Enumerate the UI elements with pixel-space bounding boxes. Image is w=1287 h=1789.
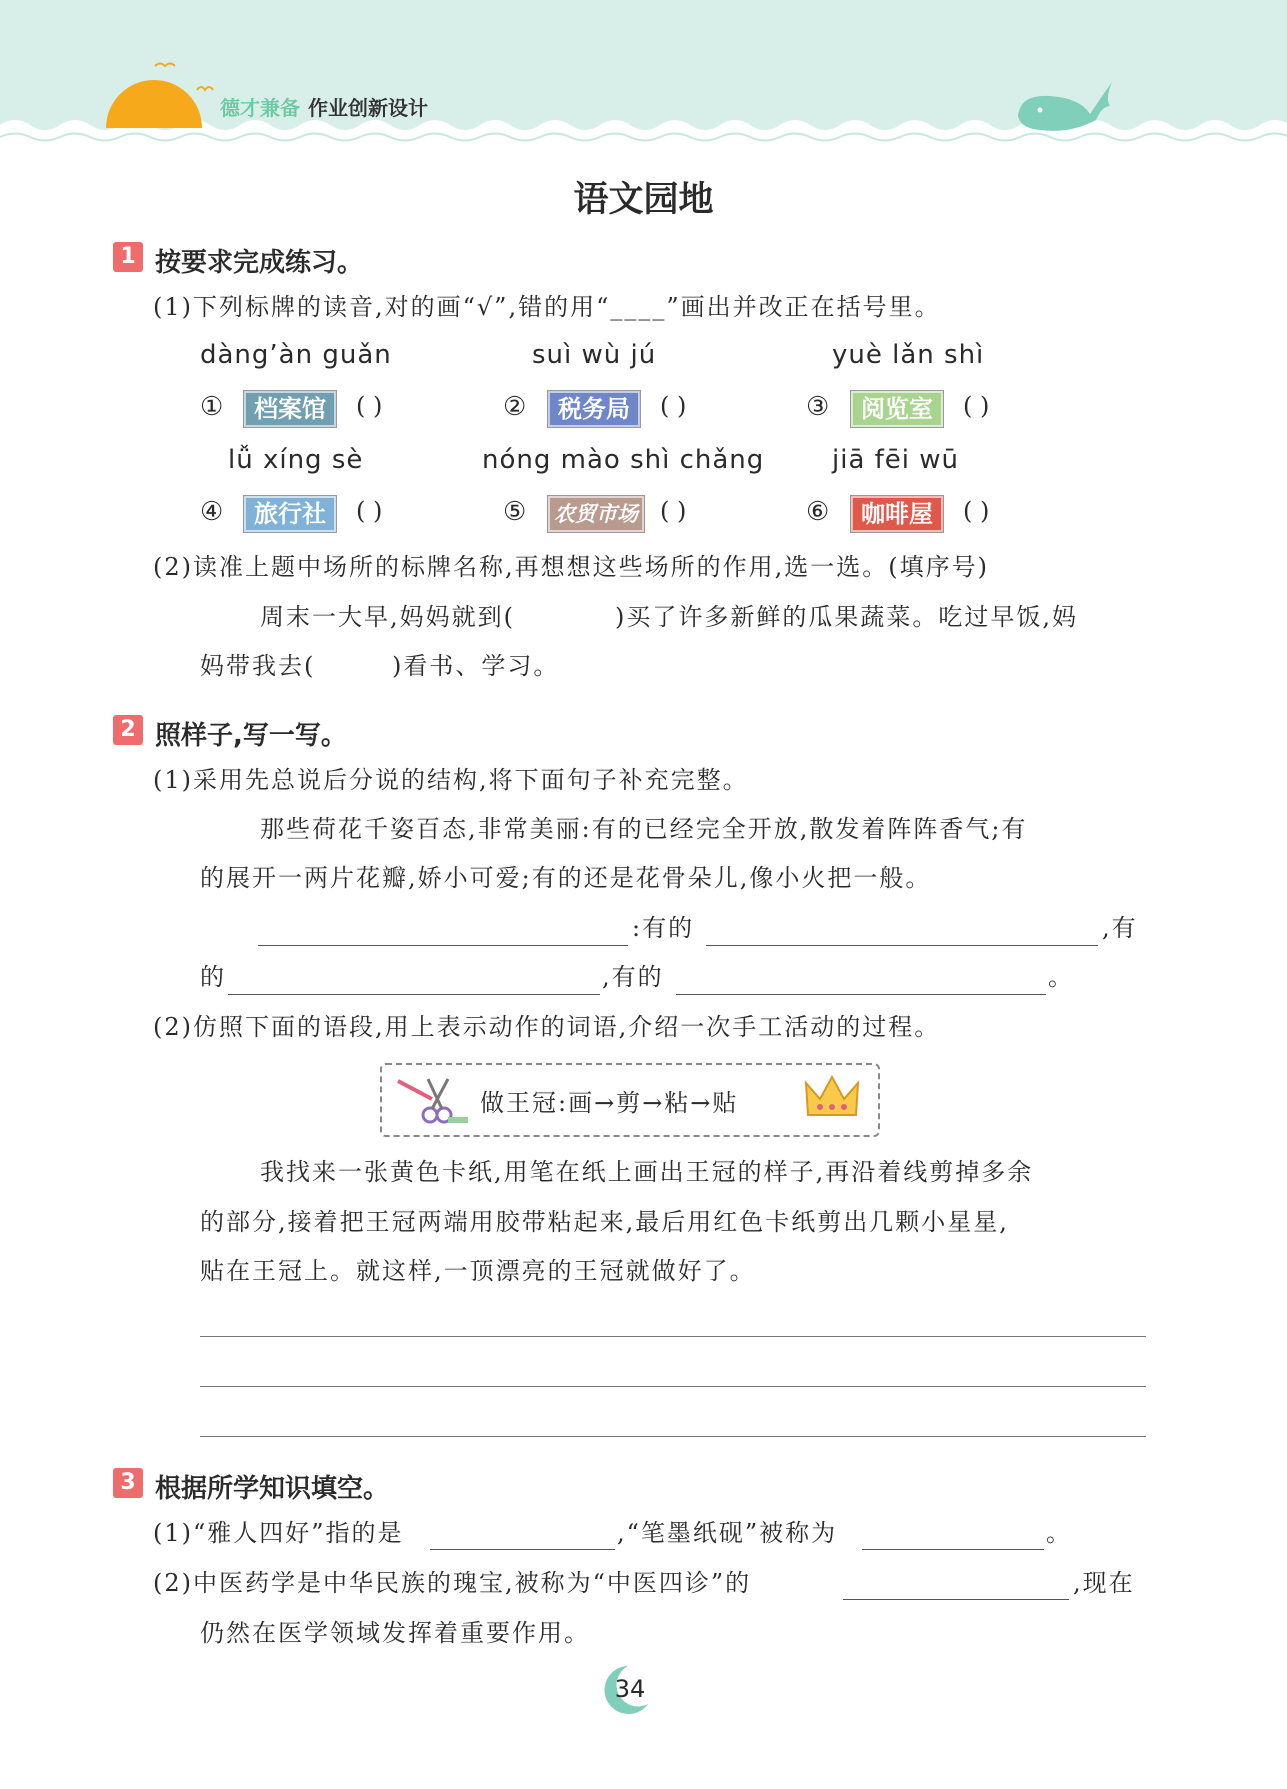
item-number-1: ① [200,392,224,422]
sign-reading-room: 阅览室 [851,391,943,427]
fill-text-a: :有的 [632,914,695,942]
answer-paren-5[interactable]: ( ) [660,497,687,525]
fill-text-b: ,有 [1102,914,1138,942]
section-1-question-2: (2)读准上题中场所的标牌名称,再想想这些场所的作用,选一选。(填序号) [153,553,989,581]
item-number-4: ④ [200,497,224,527]
crown-steps: 做王冠:画→剪→粘→贴 [480,1089,739,1117]
q2-text-2b: )看书、学习。 [392,652,560,680]
q2-text-2a: 妈带我去( [200,652,316,680]
s3-blank-1[interactable] [430,1549,615,1550]
section-2-number: 2 [113,715,143,745]
item-number-5: ⑤ [503,497,527,527]
scissors-pencil-icon [392,1071,472,1129]
q2-text-1a: 周末一大早,妈妈就到( [260,603,515,631]
pinyin-6: jiā fēi wū [832,445,960,475]
section-1-number: 1 [113,242,143,272]
item-number-3: ③ [806,392,830,422]
sign-tax-office: 税务局 [548,391,640,427]
answer-paren-4[interactable]: ( ) [356,497,383,525]
section-2-question-2: (2)仿照下面的语段,用上表示动作的词语,介绍一次手工活动的过程。 [153,1013,941,1041]
page-title: 语文园地 [573,180,714,220]
fill-blank-4[interactable] [676,994,1046,995]
q2-text-1b: )买了许多新鲜的瓜果蔬菜。吃过早饭,妈 [615,603,1078,631]
crown-paragraph-2: 的部分,接着把王冠两端用胶带粘起来,最后用红色卡纸剪出几颗小星星, [200,1208,1009,1236]
pinyin-4: lǚ xíng sè [228,445,364,475]
fill-blank-3[interactable] [228,994,600,995]
fill-text-e: 。 [1048,963,1074,991]
bird-icon [195,82,215,94]
section-2-question-1: (1)采用先总说后分说的结构,将下面句子补充完整。 [153,766,749,794]
fill-blank-2[interactable] [706,945,1098,946]
crown-icon [802,1071,862,1127]
sign-cafe: 咖啡屋 [851,496,943,532]
brand-dark: 作业创新设计 [308,96,428,120]
s3-blank-3[interactable] [843,1599,1069,1600]
sign-archive: 档案馆 [244,391,336,427]
fill-text-d: ,有的 [602,963,664,991]
section-3-number: 3 [113,1468,143,1498]
crown-paragraph-1: 我找来一张黄色卡纸,用笔在纸上画出王冠的样子,再沿着线剪掉多余 [260,1158,1034,1186]
s3-q2-text-c: 仍然在医学领域发挥着重要作用。 [200,1619,590,1647]
whale-icon [1010,76,1120,136]
s3-q1-text-b: ,“笔墨纸砚”被称为 [617,1519,838,1547]
section-3-heading: 根据所学知识填空。 [155,1474,390,1504]
crown-example-box [380,1063,880,1137]
crown-paragraph-3: 贴在王冠上。就这样,一顶漂亮的王冠就做好了。 [200,1257,756,1285]
s3-q2-text-b: ,现在 [1073,1569,1135,1597]
sign-farmers-market: 农贸市场 [548,496,644,532]
brand-title [220,92,428,121]
pinyin-5: nóng mào shì chǎng [482,445,765,475]
pinyin-3: yuè lǎn shì [832,340,985,370]
pinyin-1: dàng’àn guǎn [200,340,392,370]
lotus-paragraph-2: 的展开一两片花瓣,娇小可爱;有的还是花骨朵儿,像小火把一般。 [200,864,932,892]
writing-line-3[interactable] [200,1436,1146,1437]
brand-green: 德才兼备 [220,96,300,120]
sun-icon [100,60,210,130]
s3-q1-text-a: (1)“雅人四好”指的是 [153,1519,404,1547]
page-number: 34 [614,1675,646,1703]
writing-line-1[interactable] [200,1336,1146,1337]
answer-paren-3[interactable]: ( ) [963,392,990,420]
item-number-6: ⑥ [806,497,830,527]
answer-paren-6[interactable]: ( ) [963,497,990,525]
pinyin-2: suì wù jú [532,340,657,370]
s3-blank-2[interactable] [862,1549,1044,1550]
answer-paren-2[interactable]: ( ) [660,392,687,420]
section-1-heading: 按要求完成练习。 [155,248,364,278]
fill-text-c: 的 [200,963,226,991]
section-1-question-1: (1)下列标牌的读音,对的画“√”,错的用“____”画出并改正在括号里。 [153,293,941,321]
fill-blank-1[interactable] [258,945,628,946]
answer-paren-1[interactable]: ( ) [356,392,383,420]
item-number-2: ② [503,392,527,422]
section-2-heading: 照样子,写一写。 [155,721,347,751]
sign-travel-agency: 旅行社 [244,496,336,532]
lotus-paragraph-1: 那些荷花千姿百态,非常美丽:有的已经完全开放,散发着阵阵香气;有 [260,815,1028,843]
writing-line-2[interactable] [200,1386,1146,1387]
s3-q2-text-a: (2)中医药学是中华民族的瑰宝,被称为“中医四诊”的 [153,1569,752,1597]
s3-q1-text-c: 。 [1046,1519,1072,1547]
